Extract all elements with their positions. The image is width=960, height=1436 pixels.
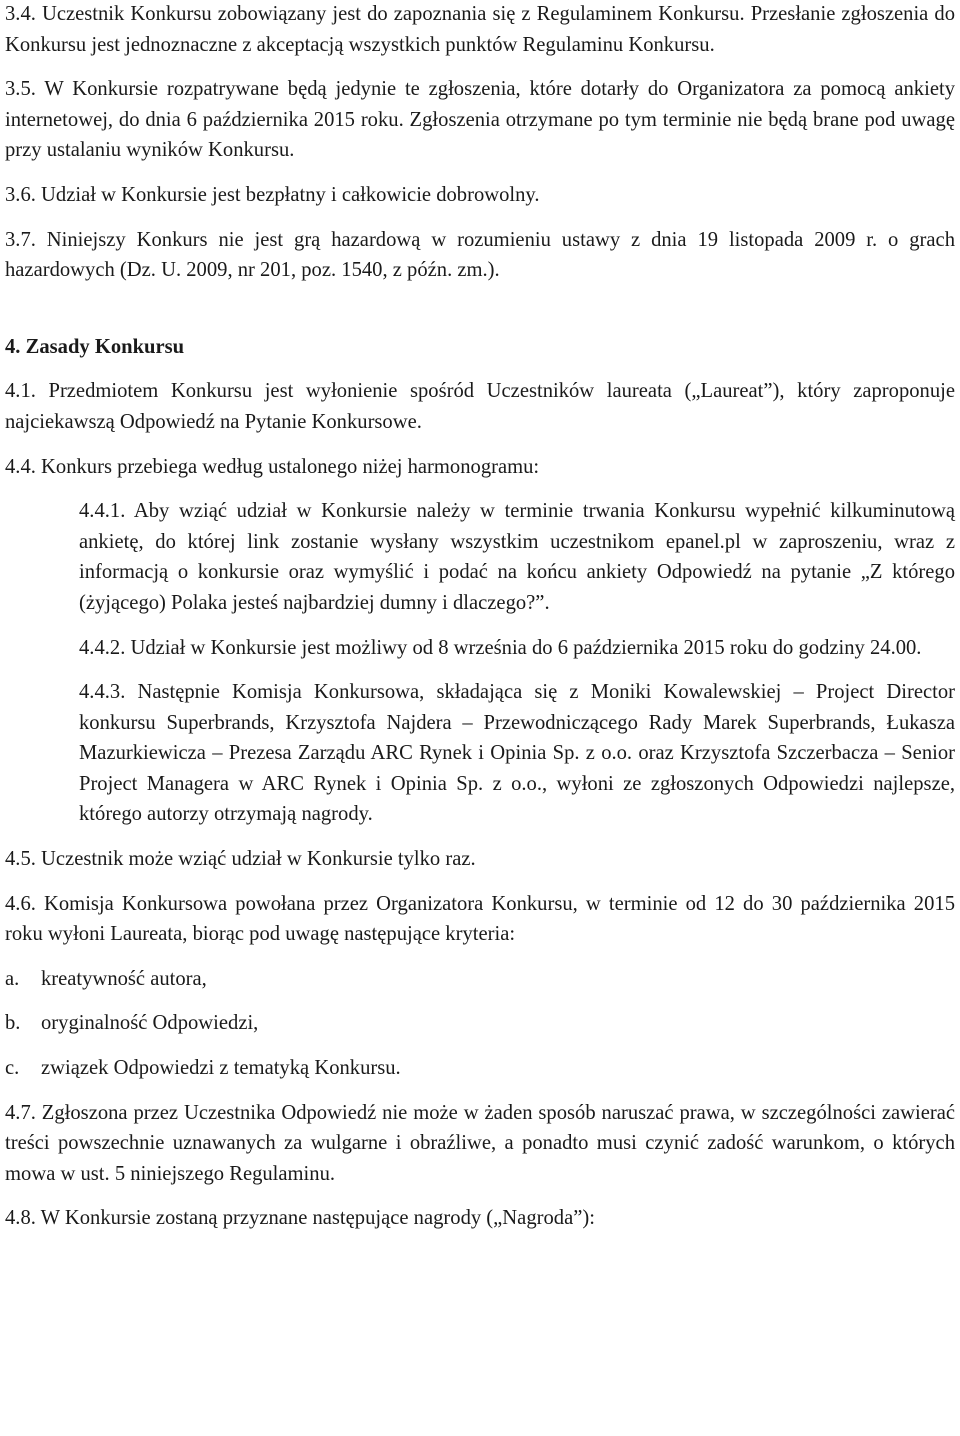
paragraph-4-4: 4.4. Konkurs przebiega według ustalonego niżej harmonogramu: — [5, 455, 540, 478]
paragraph-4-1: 4.1. Przedmiotem Konkursu jest wyłonienie spośród Uczestników laureata („Laureat”), który zaproponuje najciekawszą Odpowiedź na Pytanie Konkursowe. — [5, 380, 955, 433]
section-4-heading: 4. Zasady Konkursu — [5, 335, 185, 358]
list-item-text: oryginalność Odpowiedzi, — [41, 1012, 259, 1035]
list-item — [5, 1053, 955, 1084]
paragraph-3-5: 3.5. W Konkursie rozpatrywane będą jedynie te zgłoszenia, które dotarły do Organizatora za pomocą ankiety internetowej, do dnia 6 października 2015 roku. Zgłoszenia otrzymane po tym terminie nie będą brane pod uwagę przy ustalaniu wyników Konkursu. — [5, 78, 955, 162]
list-item — [5, 964, 955, 995]
list-item — [5, 1008, 955, 1039]
document-page — [5, 0, 955, 1234]
paragraph-3-6: 3.6. Udział w Konkursie jest bezpłatny i całkowicie dobrowolny. — [5, 183, 540, 206]
paragraph-3-7: 3.7. Niniejszy Konkurs nie jest grą hazardową w rozumieniu ustawy z dnia 19 listopada 2009 r. o grach hazardowych (Dz. U. 2009, nr 201, poz. 1540, z późn. zm.). — [5, 228, 955, 282]
criteria-list — [5, 964, 955, 1084]
paragraph-4-6: 4.6. Komisja Konkursowa powołana przez Organizatora Konkursu, w terminie od 12 do 30 października 2015 roku wyłoni Laureata, biorąc pod uwagę następujące kryteria: — [5, 892, 955, 946]
paragraph-4-7: 4.7. Zgłoszona przez Uczestnika Odpowiedź nie może w żaden sposób naruszać prawa, w szczególności zawierać treści powszechnie uznawanych za wulgarne i obraźliwe, a ponadto musi czynić zadość warunkom, o których mowa w ust. 5 niniejszego Regulaminu. — [5, 1101, 955, 1185]
paragraph-4-4-2: 4.4.2. Udział w Konkursie jest możliwy od 8 września do 6 października 2015 roku do godziny 24.00. — [79, 636, 922, 659]
paragraph-4-5: 4.5. Uczestnik może wziąć udział w Konkursie tylko raz. — [5, 848, 476, 871]
paragraph-4-8: 4.8. W Konkursie zostaną przyznane następujące nagrody („Nagroda”): — [5, 1207, 595, 1230]
paragraph-4-4-3: 4.4.3. Następnie Komisja Konkursowa, składająca się z Moniki Kowalewskiej – Project Director konkursu Superbrands, Krzysztofa Najdera – Przewodniczącego Rady Marek Superbrands, Łukasza Mazurkiewicza – Prezesa Zarządu ARC Rynek i Opinia Sp. z o.o. oraz Krzysztofa Szczerbacza – Senior Project Managera w ARC Rynek i Opinia Sp. z o.o., wyłoni ze zgłoszonych Odpowiedzi najlepsze, którego autorzy otrzymają nagrody. — [79, 681, 955, 826]
list-marker: a. — [5, 967, 20, 990]
paragraph-3-4: 3.4. Uczestnik Konkursu zobowiązany jest do zapoznania się z Regulaminem Konkursu. Przesłanie zgłoszenia do Konkursu jest jednoznaczne z akceptacją wszystkich punktów Regulaminu Konkursu. — [5, 3, 955, 56]
list-marker: b. — [5, 1012, 21, 1035]
list-item-text: kreatywność autora, — [41, 967, 207, 990]
list-item-text: związek Odpowiedzi z tematyką Konkursu. — [41, 1057, 401, 1080]
paragraph-4-4-1: 4.4.1. Aby wziąć udział w Konkursie należy w terminie trwania Konkursu wypełnić kilkuminutową ankietę, do której link zostanie wysłany wszystkim uczestnikom epanel.pl w zaproszeniu, wraz z informacją o konkursie oraz wymyślić i podać na końcu ankiety Odpowiedź na pytanie „Z którego (żyjącego) Polaka jesteś najbardziej dumny i dlaczego?”. — [79, 500, 955, 614]
list-marker: c. — [5, 1057, 20, 1080]
